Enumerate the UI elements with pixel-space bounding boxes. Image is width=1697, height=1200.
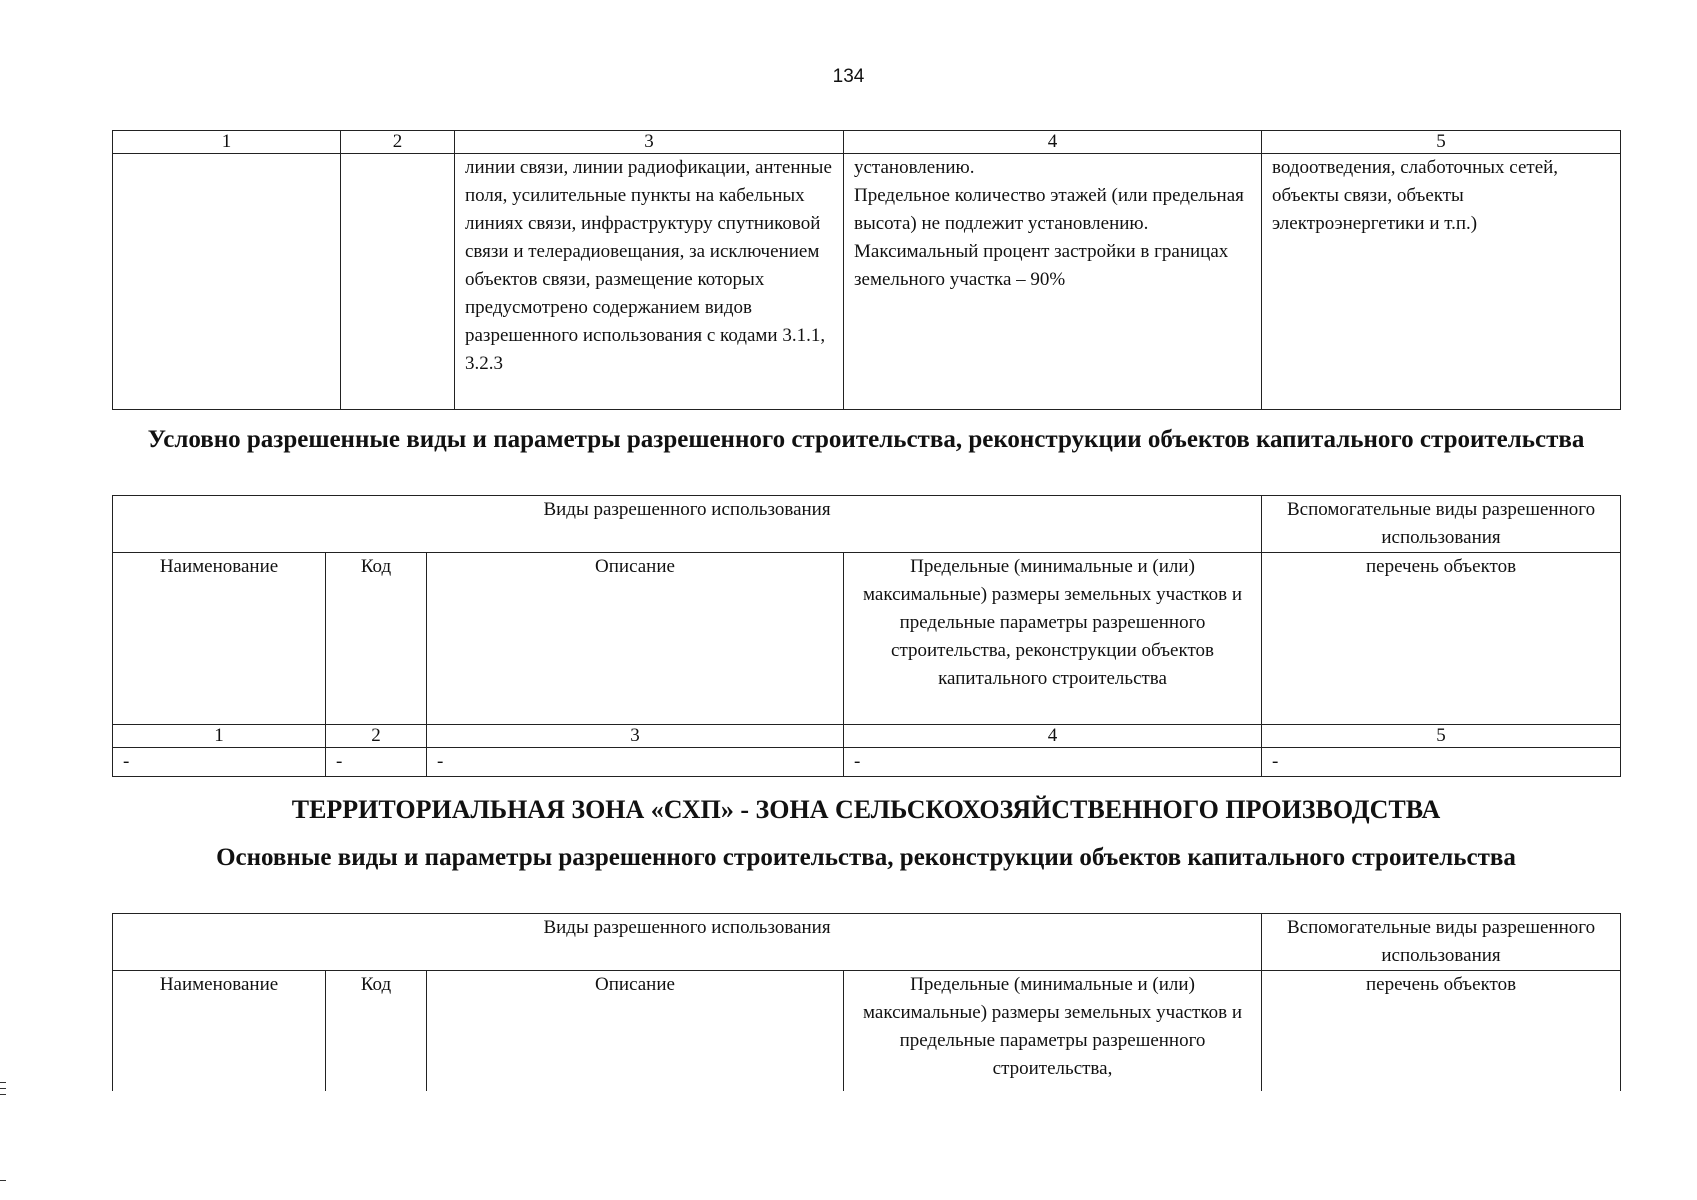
main-table bbox=[112, 913, 1621, 1091]
continuation-table bbox=[112, 130, 1621, 410]
margin-mark bbox=[0, 1094, 6, 1095]
column-number: 2 bbox=[341, 131, 455, 154]
column-number: 3 bbox=[427, 725, 844, 748]
description-header: Описание bbox=[427, 971, 844, 1091]
main-heading: Основные виды и параметры разрешенного строительства, реконструкции объектов капитального строительства bbox=[216, 844, 1516, 871]
group-header: Виды разрешенного использования bbox=[113, 496, 1262, 553]
parameters-cell bbox=[844, 154, 1262, 410]
empty-cell: - bbox=[113, 748, 326, 777]
empty-cell: - bbox=[844, 748, 1262, 777]
column-number: 3 bbox=[455, 131, 844, 154]
parameters-header: Предельные (минимальные и (или) максимальные) размеры земельных участков и предельные параметры разрешенного строительства, bbox=[844, 971, 1262, 1091]
parameters-header: Предельные (минимальные и (или) максимальные) размеры земельных участков и предельные параметры разрешенного строительства, реконструкции объектов капитального строительства bbox=[844, 553, 1262, 725]
column-number: 2 bbox=[326, 725, 427, 748]
group-header-row bbox=[113, 496, 1621, 553]
name-header: Наименование bbox=[113, 971, 326, 1091]
column-number: 5 bbox=[1262, 131, 1621, 154]
margin-mark bbox=[0, 1088, 6, 1089]
zone-title: ТЕРРИТОРИАЛЬНАЯ ЗОНА «СХП» - ЗОНА СЕЛЬСКОХОЗЯЙСТВЕННОГО ПРОИЗВОДСТВА bbox=[291, 795, 1441, 824]
conditional-heading: Условно разрешенные виды и параметры разрешенного строительства, реконструкции объектов капитального строительства bbox=[147, 426, 1585, 453]
group-header-row bbox=[113, 914, 1621, 971]
margin-mark bbox=[0, 1180, 6, 1181]
code-header: Код bbox=[326, 553, 427, 725]
margin-mark bbox=[0, 1082, 6, 1083]
column-number: 4 bbox=[844, 725, 1262, 748]
page-number: 134 bbox=[832, 66, 865, 87]
column-number: 1 bbox=[113, 131, 341, 154]
conditional-table bbox=[112, 495, 1621, 777]
column-number: 5 bbox=[1262, 725, 1621, 748]
column-header-row bbox=[113, 553, 1621, 725]
code-cell bbox=[341, 154, 455, 410]
column-number-row bbox=[113, 725, 1621, 748]
empty-cell: - bbox=[1262, 748, 1621, 777]
table-row bbox=[113, 748, 1621, 777]
empty-cell: - bbox=[427, 748, 844, 777]
name-header: Наименование bbox=[113, 553, 326, 725]
description-header: Описание bbox=[427, 553, 844, 725]
objects-list-header: перечень объектов bbox=[1262, 553, 1621, 725]
parameter-line: установлению. bbox=[854, 157, 975, 178]
auxiliary-header: Вспомогательные виды разрешенного использования bbox=[1262, 496, 1621, 553]
table-row bbox=[113, 154, 1621, 410]
auxiliary-header: Вспомогательные виды разрешенного использования bbox=[1262, 914, 1621, 971]
code-header: Код bbox=[326, 971, 427, 1091]
group-header: Виды разрешенного использования bbox=[113, 914, 1262, 971]
name-cell bbox=[113, 154, 341, 410]
empty-cell: - bbox=[326, 748, 427, 777]
column-number-row bbox=[113, 131, 1621, 154]
description-cell: линии связи, линии радиофикации, антенные поля, усилительные пункты на кабельных линиях связи, инфраструктуру спутниковой связи и телерадиовещания, за исключением объектов связи, размещение которых предусмотрено содержанием видов разрешенного использования с кодами 3.1.1, 3.2.3 bbox=[455, 154, 844, 410]
column-number: 1 bbox=[113, 725, 326, 748]
objects-list-header: перечень объектов bbox=[1262, 971, 1621, 1091]
auxiliary-cell: водоотведения, слаботочных сетей, объекты связи, объекты электроэнергетики и т.п.) bbox=[1262, 154, 1621, 410]
parameter-line: Предельное количество этажей (или предельная высота) не подлежит установлению. bbox=[854, 185, 1244, 234]
column-header-row bbox=[113, 971, 1621, 1091]
parameter-line: Максимальный процент застройки в границах земельного участка – 90% bbox=[854, 241, 1229, 290]
column-number: 4 bbox=[844, 131, 1262, 154]
